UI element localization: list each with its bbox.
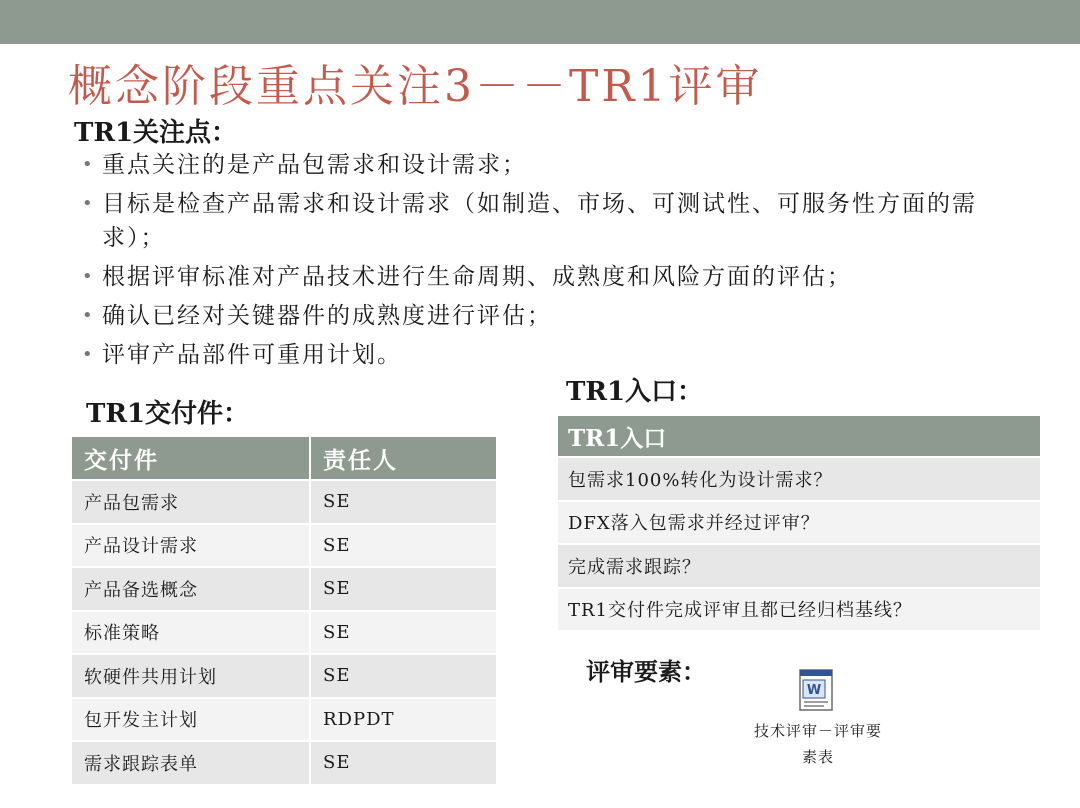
table-row <box>72 524 496 568</box>
attachment-caption-line: 技术评审－评审要 <box>753 722 882 740</box>
owner-cell: SE <box>310 611 496 655</box>
table-row <box>558 457 1040 501</box>
deliverable-cell: 包开发主计划 <box>72 698 310 742</box>
page-title: 概念阶段重点关注3－－TR1评审 <box>68 61 763 112</box>
owner-cell: SE <box>310 654 496 698</box>
focus-bullet-list <box>82 148 1022 377</box>
focus-bullet: • 确认已经对关键器件的成熟度进行评估； <box>82 299 1022 333</box>
deliverable-cell: 产品设计需求 <box>72 524 310 568</box>
deliverable-cell: 软硬件共用计划 <box>72 654 310 698</box>
deliverable-cell: 标准策略 <box>72 611 310 655</box>
column-header-owner: 责任人 <box>310 437 496 480</box>
focus-heading: TR1关注点： <box>74 118 238 148</box>
deliverable-cell: 需求跟踪表单 <box>72 741 310 785</box>
table-row <box>558 501 1040 545</box>
entry-heading: TR1入口： <box>566 377 704 407</box>
table-row <box>558 544 1040 588</box>
table-header-row <box>72 437 496 480</box>
focus-bullet: • 重点关注的是产品包需求和设计需求； <box>82 148 1022 182</box>
owner-cell: SE <box>310 524 496 568</box>
top-banner <box>0 0 1080 44</box>
deliverable-cell: 产品包需求 <box>72 480 310 524</box>
attachment-caption[interactable] <box>740 718 896 770</box>
table-row <box>558 588 1040 632</box>
focus-bullet: • 目标是检查产品需求和设计需求（如制造、市场、可测试性、可服务性方面的需求）； <box>82 187 1022 255</box>
entry-criterion-cell: DFX落入包需求并经过评审？ <box>558 501 1040 545</box>
owner-cell: SE <box>310 567 496 611</box>
word-document-icon-graphic <box>794 668 838 712</box>
column-header-deliverable: 交付件 <box>72 437 310 480</box>
table-row <box>72 567 496 611</box>
table-row <box>72 741 496 785</box>
entry-table <box>558 416 1040 632</box>
entry-criterion-cell: TR1交付件完成评审且都已经归档基线？ <box>558 588 1040 632</box>
deliverables-table <box>72 437 496 786</box>
owner-cell: SE <box>310 480 496 524</box>
attachment-caption-line: 素表 <box>801 748 834 766</box>
table-row <box>72 698 496 742</box>
entry-criterion-cell: 包需求100%转化为设计需求？ <box>558 457 1040 501</box>
table-row <box>72 480 496 524</box>
svg-text:W: W <box>806 683 822 698</box>
entry-table-header: TR1入口 <box>558 416 1040 457</box>
focus-bullet: • 根据评审标准对产品技术进行生命周期、成熟度和风险方面的评估； <box>82 260 1022 294</box>
table-row <box>72 611 496 655</box>
table-header-row <box>558 416 1040 457</box>
deliverable-cell: 产品备选概念 <box>72 567 310 611</box>
word-document-icon[interactable] <box>794 668 838 712</box>
table-row <box>72 654 496 698</box>
entry-criterion-cell: 完成需求跟踪？ <box>558 544 1040 588</box>
owner-cell: SE <box>310 741 496 785</box>
focus-bullet: • 评审产品部件可重用计划。 <box>82 338 1022 372</box>
owner-cell: RDPDT <box>310 698 496 742</box>
review-elements-heading: 评审要素： <box>586 657 706 686</box>
deliverables-heading: TR1交付件： <box>86 399 250 429</box>
